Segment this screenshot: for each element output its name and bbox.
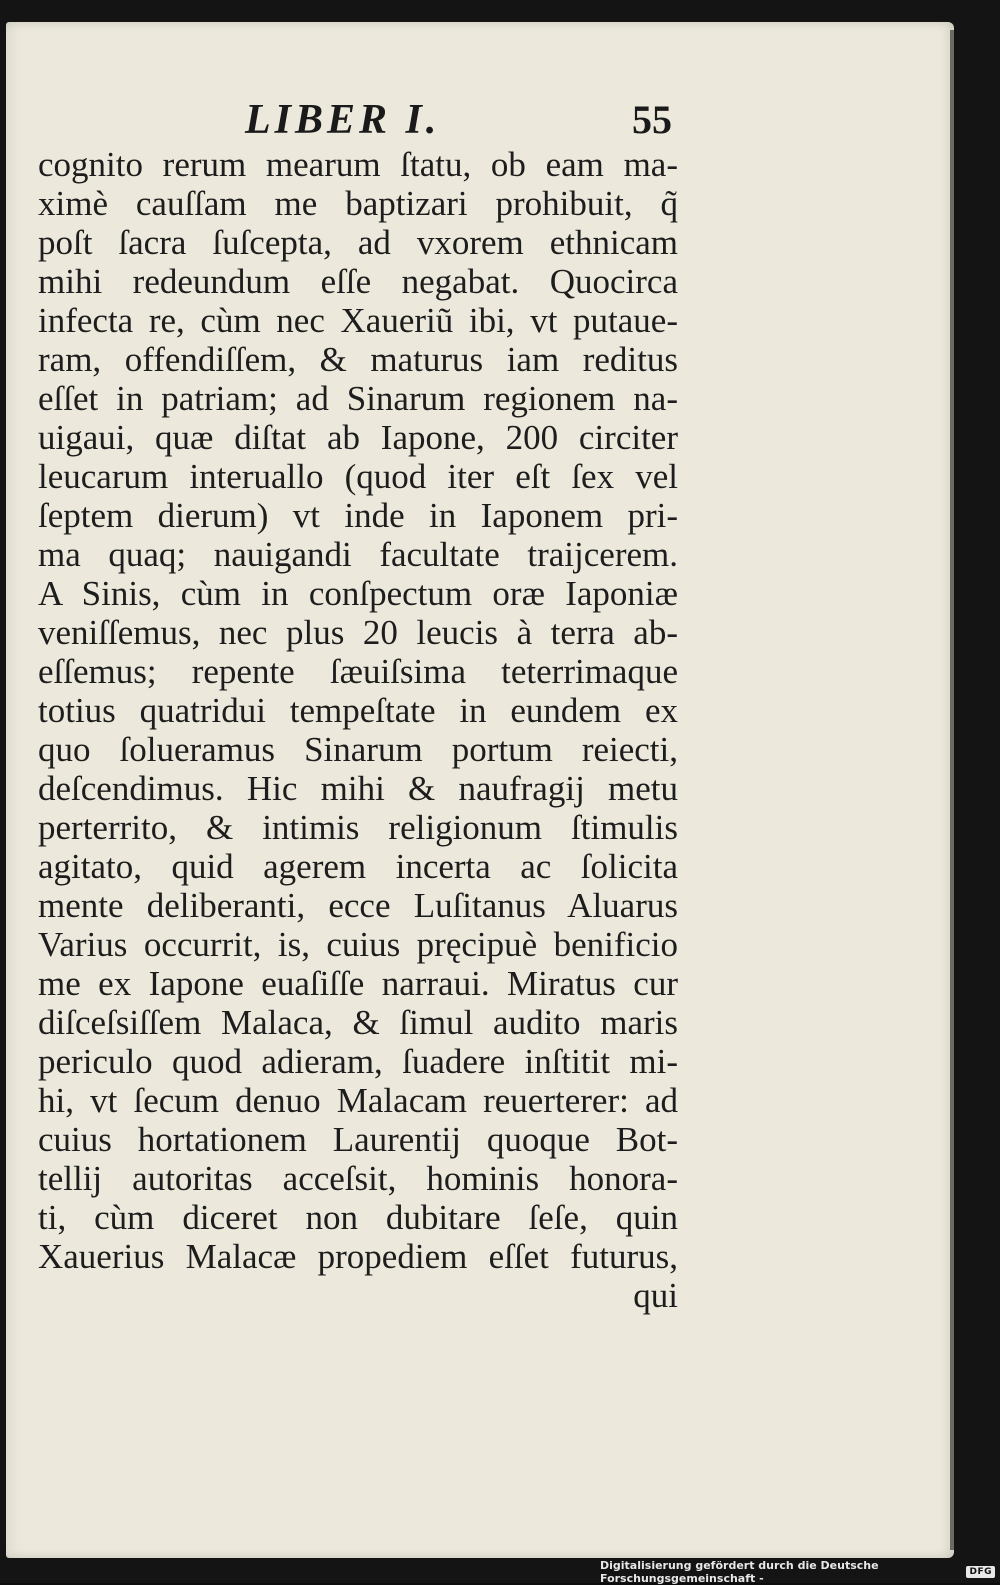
- text-line: mihi redeundum eſſe negabat. Quocirca: [38, 262, 678, 301]
- text-line: ma quaq; nauigandi facultate traijcerem.: [38, 535, 678, 574]
- page-number: 55: [632, 97, 672, 142]
- text-line: cuius hortationem Laurentij quoque Bot-: [38, 1120, 678, 1159]
- text-line: ſeptem dierum) vt inde in Iaponem pri-: [38, 496, 678, 535]
- body-text: [38, 145, 678, 1315]
- text-line: Xauerius Malacæ propediem eſſet futurus,: [38, 1237, 678, 1276]
- text-line: me ex Iapone euaſiſſe narraui. Miratus cur: [38, 964, 678, 1003]
- text-line: veniſſemus, nec plus 20 leucis à terra ab-: [38, 613, 678, 652]
- text-line: leucarum interuallo (quod iter eſt ſex vel: [38, 457, 678, 496]
- text-line: tellij autoritas acceſsit, hominis honora-: [38, 1159, 678, 1198]
- text-line: diſceſsiſſem Malaca, & ſimul audito maris: [38, 1003, 678, 1042]
- catchword: qui: [633, 1276, 678, 1315]
- text-line: agitato, quid agerem incerta ac ſolicita: [38, 847, 678, 886]
- text-line: totius quatridui tempeſtate in eundem ex: [38, 691, 678, 730]
- text-line: hi, vt ſecum denuo Malacam reuerterer: ad: [38, 1081, 678, 1120]
- credit-text: Digitalisierung gefördert durch die Deutsche Forschungsgemeinschaft -: [600, 1559, 879, 1585]
- text-line: perterrito, & intimis religionum ſtimulis: [38, 808, 678, 847]
- text-line: ximè cauſſam me baptizari prohibuit, q̃: [38, 184, 678, 223]
- text-line: ti, cùm diceret non dubitare ſeſe, quin: [38, 1198, 678, 1237]
- dfg-logo-icon: DFG: [966, 1566, 995, 1578]
- text-line: mente deliberanti, ecce Luſitanus Aluarus: [38, 886, 678, 925]
- text-line: Varius occurrit, is, cuius pręcipuè benificio: [38, 925, 678, 964]
- text-line: deſcendimus. Hic mihi & naufragij metu: [38, 769, 678, 808]
- text-line: periculo quod adieram, ſuadere inſtitit mi-: [38, 1042, 678, 1081]
- text-line: eſſemus; repente ſæuiſsima teterrimaque: [38, 652, 678, 691]
- text-line: cognito rerum mearum ſtatu, ob eam ma-: [38, 145, 678, 184]
- text-line: quo ſolueramus Sinarum portum reiecti,: [38, 730, 678, 769]
- text-line: poſt ſacra ſuſcepta, ad vxorem ethnicam: [38, 223, 678, 262]
- text-line: infecta re, cùm nec Xaueriũ ibi, vt putaue-: [38, 301, 678, 340]
- text-line: eſſet in patriam; ad Sinarum regionem na-: [38, 379, 678, 418]
- text-line: A Sinis, cùm in conſpectum oræ Iaponiæ: [38, 574, 678, 613]
- digitization-credit: [600, 1559, 995, 1585]
- page-edge: [950, 30, 954, 1550]
- text-line: uigaui, quæ diſtat ab Iapone, 200 circiter: [38, 418, 678, 457]
- running-title: LIBER I.: [245, 97, 441, 143]
- text-line: ram, offendiſſem, & maturus iam reditus: [38, 340, 678, 379]
